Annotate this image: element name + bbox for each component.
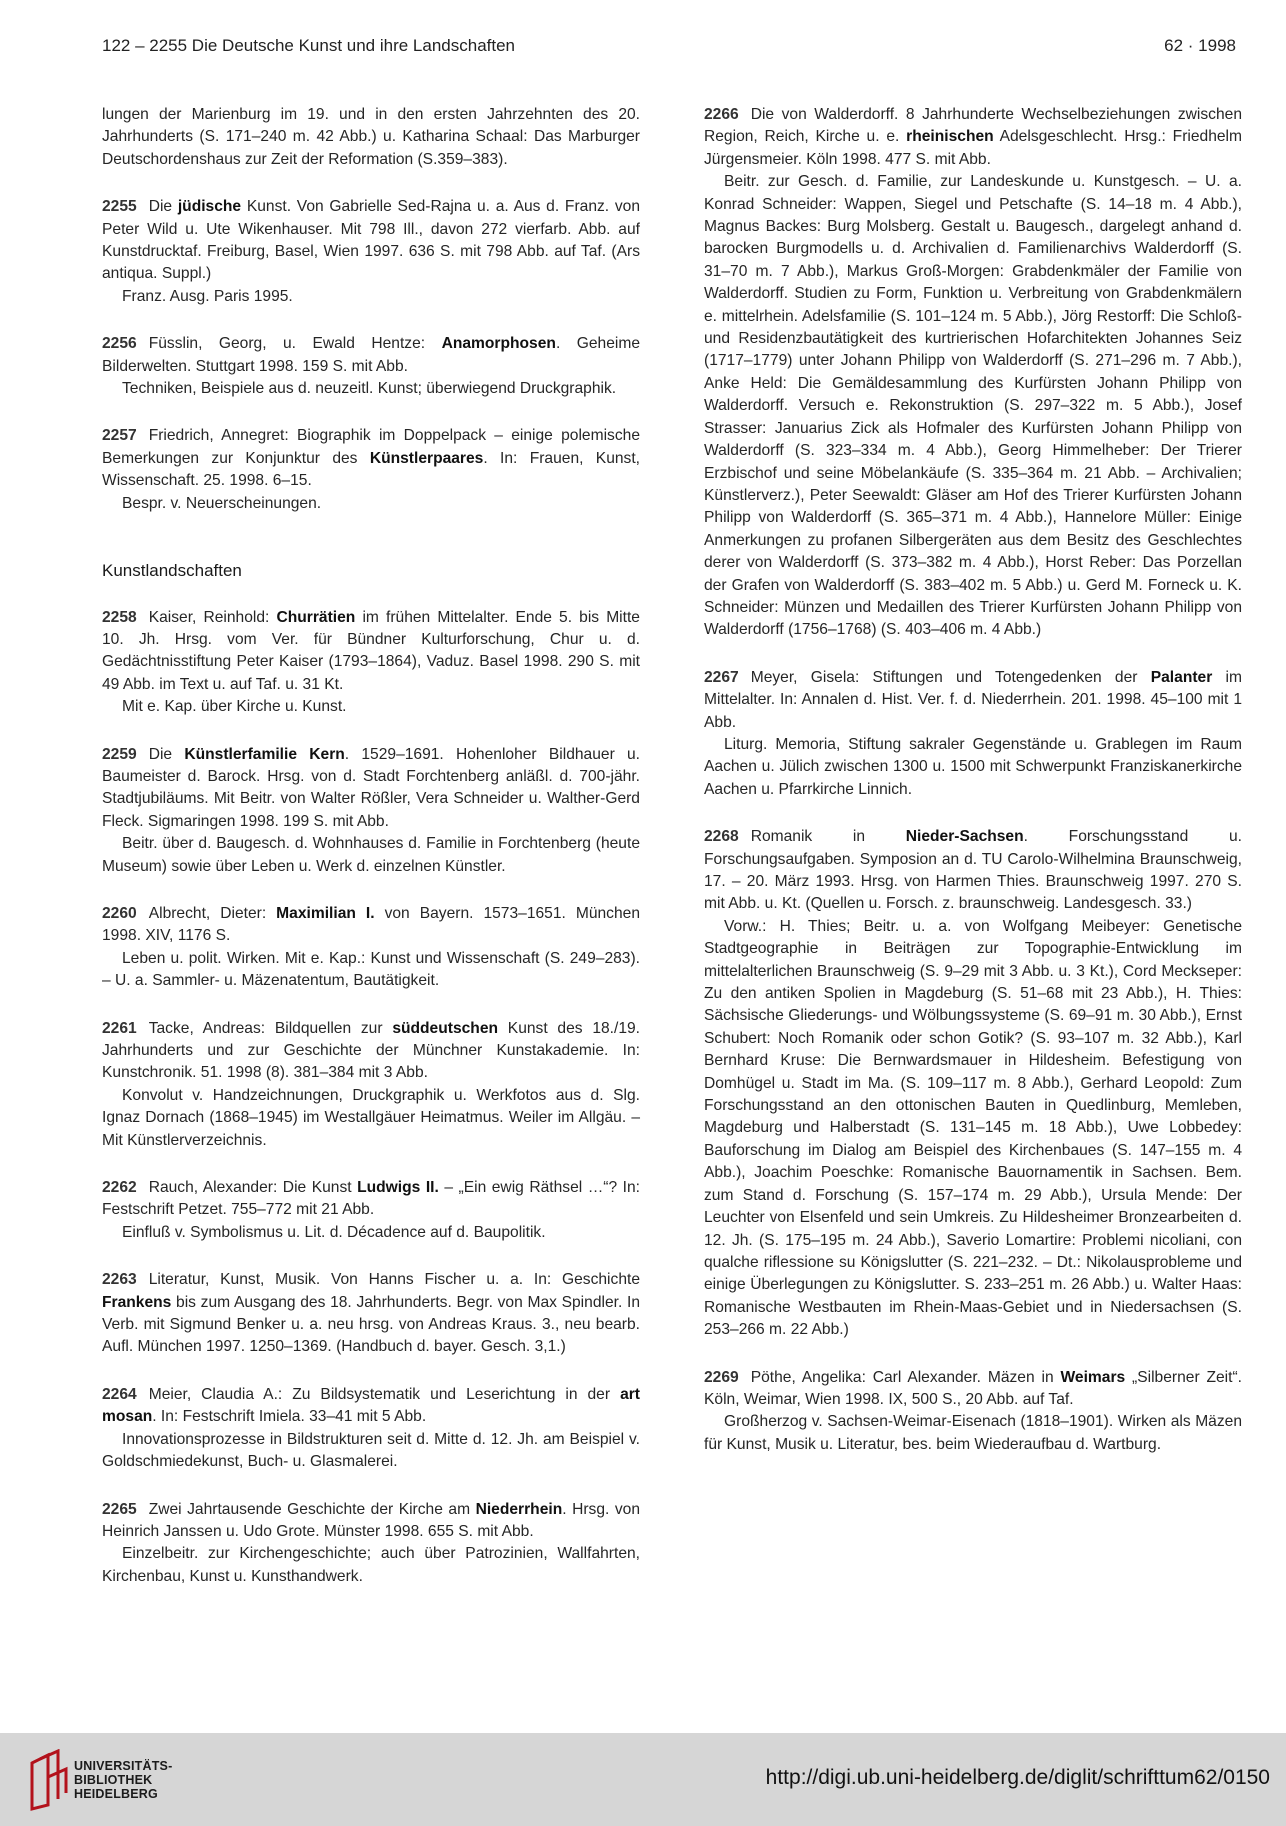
entry-annotation: Großherzog v. Sachsen-Weimar-Eisenach (1818–1901). Wirken als Mäzen für Kunst, Musik u. Literatur, bes. beim Wiederaufbau d. Wartburg. <box>704 1413 1242 1453</box>
entry-text-after: Adelsgeschlecht. Hrsg.: Friedhelm Jürgensmeier. Köln 1998. 477 S. mit Abb. <box>704 128 1242 168</box>
entry-text-before: Die von Walderdorff. 8 Jahrhunderte Wechselbeziehungen zwischen Region, Reich, Kirche u. e. <box>704 106 1242 146</box>
bibliography-entry <box>102 425 640 515</box>
entry-text-before: Albrecht, Dieter: <box>148 904 277 922</box>
entry-text-after: . Geheime Bilderwelten. Stuttgart 1998. 159 S. mit Abb. <box>102 335 640 375</box>
entry-citation <box>704 826 1242 916</box>
entry-annotation: Bespr. v. Neuerscheinungen. <box>122 494 322 512</box>
entry-keyword: Weimars <box>1060 1368 1126 1386</box>
bibliography-entry <box>102 607 640 719</box>
entry-citation <box>102 333 640 378</box>
entry-citation <box>102 196 640 286</box>
entry-number: 2257 <box>102 427 137 445</box>
entry-text-after: im frühen Mittelalter. Ende 5. bis Mitte 10. Jh. Hrsg. vom Ver. für Bündner Kulturforschung, Chur u. d. Gedächtnisstiftung Peter Kaiser (1793–1864), Vaduz. Basel 1998. 290 S. mit 49 Abb. im Text u. auf Taf. u. 31 Kt. <box>102 608 640 693</box>
entry-keyword: Künstlerpaares <box>369 449 484 467</box>
library-logo-icon <box>28 1749 70 1811</box>
entry-text-after: „Silberner Zeit“. Köln, Weimar, Wien 1998. IX, 500 S., 20 Abb. auf Taf. <box>704 1368 1242 1408</box>
bibliography-entry <box>704 826 1242 1341</box>
entry-text-after: . In: Frauen, Kunst, Wissenschaft. 25. 1998. 6–15. <box>102 449 640 490</box>
entry-number: 2268 <box>704 828 739 846</box>
entry-text-before: Meyer, Gisela: Stiftungen und Totengedenken der <box>750 668 1151 686</box>
entry-number: 2261 <box>102 1019 137 1037</box>
entry-annotation: Innovationsprozesse in Bildstrukturen seit d. Mitte d. 12. Jh. am Beispiel v. Goldschmiedekunst, Buch- u. Glasmalerei. <box>102 1430 640 1471</box>
entry-text-before: Meier, Claudia A.: Zu Bildsystematik und Leserichtung in der <box>148 1385 621 1403</box>
entry-keyword: Niederrhein <box>475 1500 563 1518</box>
entry-number: 2260 <box>102 904 137 922</box>
entry-text-before: Tacke, Andreas: Bildquellen zur <box>148 1019 393 1037</box>
entry-text-before: Die <box>148 198 178 216</box>
entry-annotation: Franz. Ausg. Paris 1995. <box>122 287 293 305</box>
entry-annotation: Konvolut v. Handzeichnungen, Druckgraphik u. Werkfotos aus d. Slg. Ignaz Dornach (1868–1945) im Westallgäuer Heimatmus. Weiler im Allgäu. – Mit Künstlerverzeichnis. <box>102 1086 640 1149</box>
bibliography-entry <box>704 104 1242 642</box>
entry-citation <box>102 1018 640 1085</box>
page-header <box>102 36 1236 62</box>
entry-annotation: Liturg. Memoria, Stiftung sakraler Gegenstände u. Grablegen im Raum Aachen u. Jülich zwischen 1300 u. 1500 mit Schwerpunkt Franziskanerkirche Aachen u. Pfarrkirche Linnich. <box>704 735 1242 798</box>
entry-annotation: Beitr. zur Gesch. d. Familie, zur Landeskunde u. Kunstgesch. – U. a. Konrad Schneider: Wappen, Siegel und Petschafte (S. 14–18 m. 4 Abb.), Magnus Backes: Burg Molsberg. Gestalt u. Baugesch., dargelegt anhand d. barocken Burgmodells u. d. Archivalien d. Familienarchivs Walderdorff (S. 31–70 m. 7 Abb.), Markus Groß-Morgen: Grabdenkmäler der Familie von Walderdorff. Studien zu Form, Funktion u. Verbreitung von Grabdenkmälern e. mittelrhein. Adelsfamilie (S. 101–124 m. 5 Abb.), Jörg Restorff: Die Schloß- und Residenzbautätigkeit des kurtrierischen Hofarchitekten Johannes Seiz (1717–1779) unter Johann Philipp von Walderdorff (S. 271–296 m. 7 Abb.), Anke Held: Die Gemäldesammlung des Kurfürsten Johann Philipp von Walderdorff. Versuch e. Rekonstruktion (S. 297–322 m. 5 Abb.), Josef Strasser: Januarius Zick als Hofmaler des Kurfürsten Johann Philipp von Walderdorff (S. 323–334 m. 4 Abb.), Georg Himmelheber: Der Trierer Erzbischof und seine Möbelankäufe (S. 335–364 m. 21 Abb. – Archivalien; Künstlerverz.), Peter Seewaldt: Gläser am Hof des Trierer Kurfürsten Johann Philipp von Walderdorff (S. 365–371 m. 4 Abb.), Hannelore Müller: Einige Anmerkungen zu profanen Silbergeräten aus dem Besitz des Geschlechtes derer von Walderdorff (S. 373–382 m. 4 Abb.), Horst Reber: Das Porzellan der Grafen von Walderdorff (S. 383–402 m. 5 Abb.) u. Gerd M. Forneck u. K. Schneider: Münzen und Medaillen des Trierer Kurfürsten Johann Philipp von Walderdorff (1756–1768) (S. 403–406 m. 4 Abb.) <box>704 173 1242 639</box>
bibliography-entry <box>102 744 640 878</box>
entry-keyword: rheinischen <box>906 128 994 146</box>
footer-bar <box>0 1733 1286 1826</box>
entry-keyword: Maximilian I. <box>276 904 375 922</box>
entry-number: 2263 <box>102 1271 137 1289</box>
entry-keyword: Churrätien <box>276 608 356 626</box>
running-head-right: 62 · 1998 <box>1164 36 1236 55</box>
entry-text-before: Kaiser, Reinhold: <box>148 608 277 626</box>
entry-citation <box>102 1499 640 1544</box>
entry-number: 2269 <box>704 1368 739 1386</box>
entry-text-before: Zwei Jahrtausende Geschichte der Kirche am <box>148 1500 476 1518</box>
bibliography-entry <box>102 1018 640 1152</box>
entry-number: 2266 <box>704 106 739 123</box>
entry-list-b <box>102 607 640 1589</box>
bibliography-entry <box>704 1367 1242 1457</box>
entry-number: 2265 <box>102 1500 137 1518</box>
entry-keyword: art mosan <box>102 1385 640 1426</box>
entry-citation <box>102 607 640 697</box>
bibliography-entry <box>102 1384 640 1474</box>
entry-text-after: . Forschungsstand u. Forschungsaufgaben. Symposion an d. TU Carolo-Wilhelmina Braunschweig, 17. – 20. März 1993. Hrsg. von Harmen Thies. Braunschweig 1997. 270 S. mit Abb. u. Kt. (Quellen u. Forsch. z. braunschweig. Landesgesch. 33.) <box>704 828 1242 913</box>
entry-citation <box>102 1177 640 1222</box>
entry-annotation: Techniken, Beispiele aus d. neuzeitl. Kunst; überwiegend Druckgraphik. <box>122 380 617 398</box>
left-column <box>102 104 640 1613</box>
entry-citation <box>102 903 640 948</box>
section-heading: Kunstlandschaften <box>102 561 242 581</box>
entry-annotation: Beitr. über d. Baugesch. d. Wohnhauses d. Familie in Forchtenberg (heute Museum) sowie über Leben u. Werk d. einzelnen Künstler. <box>102 835 640 875</box>
entry-text-before: Friedrich, Annegret: Biographik im Doppelpack – einige polemische Bemerkungen zur Konjunktur des <box>102 427 640 467</box>
bibliography-entry <box>704 667 1242 801</box>
entry-text-after: . Hrsg. von Heinrich Janssen u. Udo Grote. Münster 1998. 655 S. mit Abb. <box>102 1500 640 1540</box>
entry-number: 2259 <box>102 745 137 763</box>
entry-keyword: süddeutschen <box>392 1019 499 1037</box>
entry-citation <box>704 104 1242 171</box>
right-column <box>704 104 1242 1481</box>
entry-text-after: – „Ein ewig Räthsel …“? In: Festschrift Petzet. 755–772 mit 21 Abb. <box>102 1179 641 1219</box>
entry-citation <box>102 425 640 492</box>
bibliography-entry <box>102 903 640 993</box>
entry-text-after: Kunst des 18./19. Jahrhunderts und zur Geschichte der Münchner Kunstakademie. In: Kunstchronik. 51. 1998 (8). 381–384 mit 3 Abb. <box>102 1019 641 1082</box>
entry-citation <box>704 1367 1242 1412</box>
entry-text-after: im Mittelalter. In: Annalen d. Hist. Ver. f. d. Niederrhein. 201. 1998. 45–100 mit 1 Abb. <box>704 668 1242 731</box>
entry-annotation: Vorw.: H. Thies; Beitr. u. a. von Wolfgang Meibeyer: Genetische Stadtgeographie in Beiträgen zur Topographie-Entwicklung im mittelalterlichen Braunschweig (S. 9–29 mit 3 Abb. u. 3 Kt.), Cord Meckseper: Zu den antiken Spolien in Magdeburg (S. 51–68 mit 23 Abb.), H. Thies: Sächsische Gliederungs- und Wölbungssysteme (S. 69–91 m. 30 Abb.), Ernst Schubert: Noch Romanik oder schon Gotik? (S. 93–107 m. 32 Abb.), Karl Bernhard Kruse: Die Bernwardsmauer in Hildesheim. Befestigung von Domhügel u. Stadt im Ma. (S. 109–117 m. 8 Abb.), Gerhard Leopold: Zum Forschungsstand an den ottonischen Bauten in Quedlinburg, Memleben, Magdeburg und Halberstadt (S. 131–145 m. 18 Abb.), Uwe Lobbedey: Bauforschung im Dialog am Beispiel des Kirchenbaues (S. 147–155 m. 4 Abb.), Joachim Poeschke: Romanische Bauornamentik in Sachsen. Bem. zum Stand d. Forschung (S. 157–174 m. 29 Abb.), Ursula Mende: Der Leuchter von Elsenfeld und sein Umkreis. Zu Hildesheimer Bronzearbeiten d. 12. Jh. (S. 175–195 m. 24 Abb.), Saverio Lomartire: Problemi nicoliani, con qualche riflessione su Königslutter (S. 221–232. – Dt.: Nikolausprobleme und einige Überlegungen zu Königslutter. S. 233–251 m. 26 Abb.) u. Walter Haas: Romanische Westbauten im Rhein-Maas-Gebiet und in Niedersachsen (S. 253–266 m. 22 Abb.) <box>704 917 1242 1339</box>
bibliography-entry <box>102 1177 640 1244</box>
entry-keyword: Nieder-Sachsen <box>905 828 1024 846</box>
entry-number: 2264 <box>102 1385 137 1403</box>
entry-list-right <box>704 104 1242 1456</box>
entry-citation <box>102 1384 640 1429</box>
entry-text-after: Kunst. Von Gabrielle Sed-Rajna u. a. Aus d. Franz. von Peter Wild u. Ute Wikenhauser. Mit 798 Ill., davon 272 vierfarb. Abb. auf Kunstdrucktaf. Freiburg, Basel, Wien 1997. 636 S. mit 798 Abb. auf Taf. (Ars antiqua. Suppl.) <box>102 198 640 283</box>
entry-number: 2267 <box>704 668 739 686</box>
entry-text-before: Die <box>148 745 185 763</box>
entry-text-before: Rauch, Alexander: Die Kunst <box>148 1179 358 1197</box>
entry-citation <box>704 667 1242 734</box>
entry-number: 2255 <box>102 198 137 216</box>
entry-keyword: Frankens <box>102 1293 172 1311</box>
running-head-left: 122 – 2255 Die Deutsche Kunst und ihre Landschaften <box>102 36 516 55</box>
entry-number: 2262 <box>102 1179 137 1197</box>
entry-text-after: von Bayern. 1573–1651. München 1998. XIV, 1176 S. <box>102 904 640 945</box>
entry-keyword: Ludwigs II. <box>357 1179 439 1197</box>
entry-keyword: Künstlerfamilie Kern <box>184 745 345 763</box>
entry-annotation: Einzelbeitr. zur Kirchengeschichte; auch über Patrozinien, Wallfahrten, Kirchenbau, Kunst u. Kunsthandwerk. <box>102 1545 640 1585</box>
entry-annotation: Mit e. Kap. über Kirche u. Kunst. <box>122 698 347 716</box>
entry-citation <box>102 1269 640 1359</box>
continuation-paragraph: lungen der Marienburg im 19. und in den ersten Jahrzehnten des 20. Jahrhunderts (S. 171–240 m. 42 Abb.) u. Katharina Schaal: Das Marburger Deutschordenshaus zur Zeit der Reformation (S.359–383). <box>102 106 640 168</box>
entry-annotation: Leben u. polit. Wirken. Mit e. Kap.: Kunst und Wissenschaft (S. 249–283). – U. a. Sammler- u. Mäzenatentum, Bautätigkeit. <box>102 949 640 990</box>
entry-list-a <box>102 196 640 515</box>
entry-number: 2256 <box>102 335 137 353</box>
entry-keyword: Anamorphosen <box>441 335 556 353</box>
entry-text-before: Pöthe, Angelika: Carl Alexander. Mäzen in <box>750 1368 1061 1386</box>
bibliography-entry <box>102 333 640 400</box>
entry-keyword: Palanter <box>1150 668 1213 686</box>
entry-number: 2258 <box>102 608 137 626</box>
entry-keyword: jüdische <box>177 198 242 216</box>
entry-text-after: . 1529–1691. Hohenloher Bildhauer u. Baumeister d. Barock. Hrsg. von d. Stadt Forchtenberg anläßl. d. 700-jähr. Stadtjubiläums. Mit Beitr. von Walter Rößler, Vera Schneider u. Walther-Gerd Fleck. Sigmaringen 1998. 199 S. mit Abb. <box>102 745 641 830</box>
entry-text-before: Literatur, Kunst, Musik. Von Hanns Fischer u. a. In: Geschichte <box>148 1271 640 1289</box>
entry-text-after: . In: Festschrift Imiela. 33–41 mit 5 Abb. <box>152 1408 427 1426</box>
bibliography-entry <box>102 1499 640 1589</box>
entry-text-before: Füsslin, Georg, u. Ewald Hentze: <box>148 335 442 353</box>
entry-citation <box>102 744 640 834</box>
entry-text-before: Romanik in <box>750 828 906 846</box>
library-logo-text: UNIVERSITÄTS- BIBLIOTHEK HEIDELBERG <box>74 1759 173 1801</box>
source-url-link[interactable]: http://digi.ub.uni-heidelberg.de/diglit/schrifttum62/0150 <box>765 1766 1270 1789</box>
bibliography-entry <box>102 196 640 308</box>
entry-annotation: Einfluß v. Symbolismus u. Lit. d. Décadence auf d. Baupolitik. <box>122 1223 546 1241</box>
entry-text-after: bis zum Ausgang des 18. Jahrhunderts. Begr. von Max Spindler. In Verb. mit Sigmund Benker u. a. neu hrsg. von Andreas Kraus. 3., neu bearb. Aufl. München 1997. 1250–1369. (Handbuch d. bayer. Gesch. 3,1.) <box>102 1293 640 1356</box>
bibliography-entry <box>102 1269 640 1359</box>
